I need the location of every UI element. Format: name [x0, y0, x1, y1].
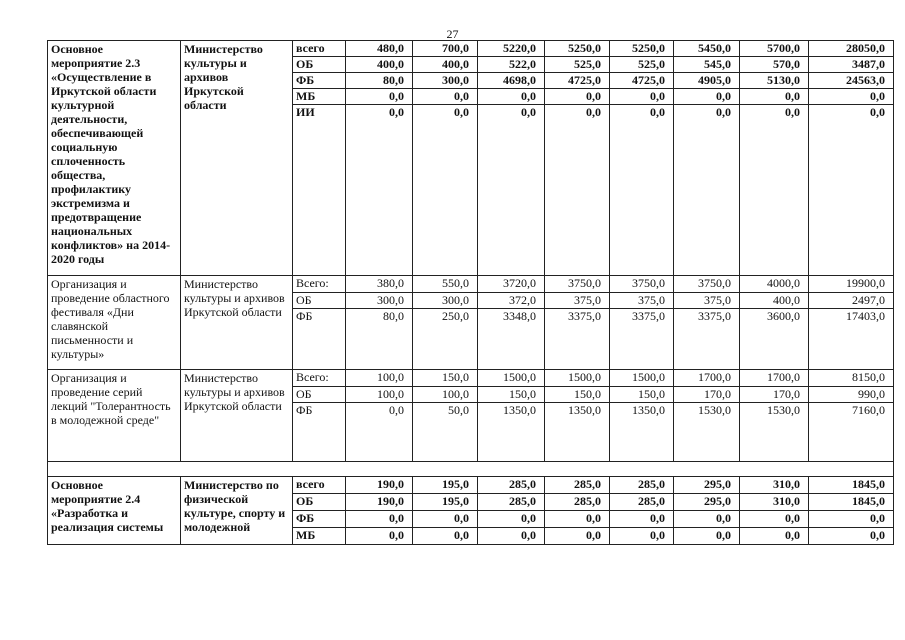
year-value-cell: 375,0: [674, 293, 740, 309]
year-value-cell: 150,0: [478, 387, 545, 403]
activity-name: Организация и проведение серий лекций "Толерантность в молодежной среде": [48, 370, 181, 462]
year-value-cell: 1500,0: [610, 370, 674, 387]
year-value-cell: 190,0: [346, 494, 413, 511]
year-value-cell: 250,0: [413, 309, 478, 370]
table-row: [48, 477, 894, 494]
year-value-cell: 300,0: [346, 293, 413, 309]
year-value-cell: 150,0: [610, 387, 674, 403]
year-value-cell: 5130,0: [740, 73, 809, 89]
year-value-cell: 5700,0: [740, 41, 809, 57]
year-value-cell: 0,0: [413, 105, 478, 276]
year-value-cell: 0,0: [610, 105, 674, 276]
table-row: [48, 370, 894, 387]
executor-name: Министерство культуры и архивов Иркутской области: [181, 370, 293, 462]
page-number: 27: [446, 27, 459, 41]
year-value-cell: 700,0: [413, 41, 478, 57]
year-value-cell: 0,0: [346, 528, 413, 545]
executor-name: Министерство культуры и архивов Иркутской области: [181, 41, 293, 276]
year-value-cell: 3375,0: [610, 309, 674, 370]
year-value-cell: 1500,0: [478, 370, 545, 387]
year-value-cell: 400,0: [740, 293, 809, 309]
total-cell: 1845,0: [809, 477, 894, 494]
year-value-cell: 195,0: [413, 477, 478, 494]
activity-name: Организация и проведение областного фестиваля «Дни славянской письменности и культуры»: [48, 276, 181, 370]
year-value-cell: 300,0: [413, 293, 478, 309]
year-value-cell: 295,0: [674, 477, 740, 494]
total-cell: 2497,0: [809, 293, 894, 309]
year-value-cell: 0,0: [478, 105, 545, 276]
total-cell: 0,0: [809, 528, 894, 545]
year-value-cell: 80,0: [346, 73, 413, 89]
year-value-cell: 3750,0: [610, 276, 674, 293]
year-value-cell: 570,0: [740, 57, 809, 73]
year-value-cell: 3600,0: [740, 309, 809, 370]
year-value-cell: 380,0: [346, 276, 413, 293]
year-value-cell: 1350,0: [478, 403, 545, 462]
activity-name: Основное мероприятие 2.3 «Осуществление в Иркутской области культурной деятельности, обеспечивающей социальную сплоченность общества, профилактику экстремизма и предотвращение национальных конфликтов» на 2014-2020 годы: [48, 41, 181, 276]
year-value-cell: 0,0: [346, 403, 413, 462]
year-value-cell: 0,0: [610, 528, 674, 545]
year-value-cell: 480,0: [346, 41, 413, 57]
year-value-cell: 100,0: [346, 370, 413, 387]
total-cell: 3487,0: [809, 57, 894, 73]
block-spacer: [48, 462, 894, 477]
year-value-cell: 0,0: [674, 89, 740, 105]
year-value-cell: 5250,0: [545, 41, 610, 57]
year-value-cell: 4725,0: [610, 73, 674, 89]
funding-source: ОБ: [293, 293, 346, 309]
funding-source: всего: [293, 41, 346, 57]
year-value-cell: 195,0: [413, 494, 478, 511]
year-value-cell: 0,0: [413, 528, 478, 545]
total-cell: 0,0: [809, 105, 894, 276]
year-value-cell: 0,0: [740, 89, 809, 105]
table-body: [48, 41, 894, 545]
year-value-cell: 310,0: [740, 494, 809, 511]
year-value-cell: 0,0: [674, 528, 740, 545]
activity-name: Основное мероприятие 2.4 «Разработка и реализация системы: [48, 477, 181, 545]
year-value-cell: 0,0: [674, 511, 740, 528]
year-value-cell: 0,0: [413, 89, 478, 105]
year-value-cell: 0,0: [740, 105, 809, 276]
year-value-cell: 1350,0: [545, 403, 610, 462]
year-value-cell: 190,0: [346, 477, 413, 494]
funding-source: всего: [293, 477, 346, 494]
year-value-cell: 0,0: [346, 105, 413, 276]
total-cell: 24563,0: [809, 73, 894, 89]
year-value-cell: 545,0: [674, 57, 740, 73]
total-cell: 0,0: [809, 89, 894, 105]
year-value-cell: 0,0: [346, 511, 413, 528]
funding-source: ФБ: [293, 403, 346, 462]
funding-source: ФБ: [293, 309, 346, 370]
year-value-cell: 0,0: [413, 511, 478, 528]
year-value-cell: 4905,0: [674, 73, 740, 89]
year-value-cell: 100,0: [346, 387, 413, 403]
year-value-cell: 170,0: [674, 387, 740, 403]
year-value-cell: 550,0: [413, 276, 478, 293]
year-value-cell: 285,0: [478, 477, 545, 494]
year-value-cell: 0,0: [478, 89, 545, 105]
year-value-cell: 3375,0: [545, 309, 610, 370]
year-value-cell: 0,0: [545, 511, 610, 528]
year-value-cell: 3720,0: [478, 276, 545, 293]
year-value-cell: 0,0: [610, 511, 674, 528]
year-value-cell: 285,0: [545, 494, 610, 511]
year-value-cell: 1500,0: [545, 370, 610, 387]
year-value-cell: 80,0: [346, 309, 413, 370]
year-value-cell: 0,0: [740, 528, 809, 545]
year-value-cell: 285,0: [610, 494, 674, 511]
year-value-cell: 150,0: [413, 370, 478, 387]
year-value-cell: 3375,0: [674, 309, 740, 370]
funding-source: ОБ: [293, 57, 346, 73]
year-value-cell: 50,0: [413, 403, 478, 462]
year-value-cell: 0,0: [610, 89, 674, 105]
funding-source: ФБ: [293, 511, 346, 528]
year-value-cell: 285,0: [478, 494, 545, 511]
year-value-cell: 5450,0: [674, 41, 740, 57]
total-cell: 19900,0: [809, 276, 894, 293]
funding-source: МБ: [293, 528, 346, 545]
year-value-cell: 3348,0: [478, 309, 545, 370]
year-value-cell: 285,0: [545, 477, 610, 494]
year-value-cell: 5220,0: [478, 41, 545, 57]
year-value-cell: 375,0: [610, 293, 674, 309]
funding-source: Всего:: [293, 370, 346, 387]
year-value-cell: 1700,0: [740, 370, 809, 387]
total-cell: 990,0: [809, 387, 894, 403]
year-value-cell: 4000,0: [740, 276, 809, 293]
total-cell: 17403,0: [809, 309, 894, 370]
year-value-cell: 372,0: [478, 293, 545, 309]
year-value-cell: 0,0: [674, 105, 740, 276]
year-value-cell: 525,0: [610, 57, 674, 73]
year-value-cell: 0,0: [346, 89, 413, 105]
year-value-cell: 1350,0: [610, 403, 674, 462]
total-cell: 1845,0: [809, 494, 894, 511]
year-value-cell: 400,0: [413, 57, 478, 73]
year-value-cell: 300,0: [413, 73, 478, 89]
executor-name: Министерство по физической культуре, спорту и молодежной: [181, 477, 293, 545]
year-value-cell: 1530,0: [674, 403, 740, 462]
funding-source: ОБ: [293, 387, 346, 403]
funding-source: ФБ: [293, 73, 346, 89]
year-value-cell: 0,0: [545, 105, 610, 276]
year-value-cell: 4698,0: [478, 73, 545, 89]
funding-source: ИИ: [293, 105, 346, 276]
year-value-cell: 0,0: [740, 511, 809, 528]
year-value-cell: 525,0: [545, 57, 610, 73]
year-value-cell: 295,0: [674, 494, 740, 511]
year-value-cell: 375,0: [545, 293, 610, 309]
executor-name: Министерство культуры и архивов Иркутской области: [181, 276, 293, 370]
year-value-cell: 522,0: [478, 57, 545, 73]
table-row: [48, 41, 894, 57]
year-value-cell: 3750,0: [674, 276, 740, 293]
funding-source: Всего:: [293, 276, 346, 293]
year-value-cell: 100,0: [413, 387, 478, 403]
total-cell: 8150,0: [809, 370, 894, 387]
year-value-cell: 400,0: [346, 57, 413, 73]
year-value-cell: 170,0: [740, 387, 809, 403]
year-value-cell: 1700,0: [674, 370, 740, 387]
table-row: [48, 276, 894, 293]
total-cell: 0,0: [809, 511, 894, 528]
year-value-cell: 5250,0: [610, 41, 674, 57]
year-value-cell: 0,0: [545, 89, 610, 105]
year-value-cell: 310,0: [740, 477, 809, 494]
year-value-cell: 3750,0: [545, 276, 610, 293]
budget-table: [47, 40, 894, 545]
year-value-cell: 150,0: [545, 387, 610, 403]
year-value-cell: 1530,0: [740, 403, 809, 462]
funding-source: МБ: [293, 89, 346, 105]
year-value-cell: 0,0: [478, 528, 545, 545]
year-value-cell: 0,0: [545, 528, 610, 545]
funding-source: ОБ: [293, 494, 346, 511]
year-value-cell: 4725,0: [545, 73, 610, 89]
year-value-cell: 0,0: [478, 511, 545, 528]
year-value-cell: 285,0: [610, 477, 674, 494]
total-cell: 28050,0: [809, 41, 894, 57]
total-cell: 7160,0: [809, 403, 894, 462]
